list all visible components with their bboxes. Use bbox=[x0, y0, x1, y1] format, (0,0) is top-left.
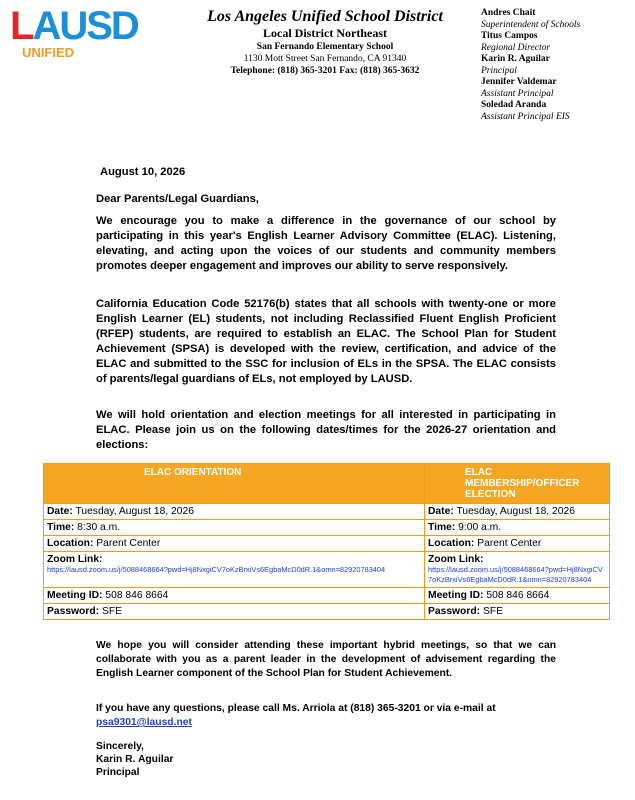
paragraph-contact bbox=[96, 702, 556, 730]
label-location: Location: bbox=[428, 538, 475, 549]
school-address: 1130 Mott Street San Fernando, CA 91340 bbox=[243, 54, 407, 64]
label-meeting-id: Meeting ID: bbox=[428, 590, 484, 601]
staff-name: Soledad Aranda bbox=[481, 100, 547, 110]
staff-title: Assistant Principal bbox=[481, 88, 554, 99]
letterhead bbox=[185, 8, 465, 78]
orientation-location: Parent Center bbox=[96, 538, 161, 549]
school-name: San Fernando Elementary School bbox=[256, 42, 394, 52]
election-password: SFE bbox=[482, 606, 503, 617]
label-zoom: Zoom Link: bbox=[428, 554, 484, 565]
logo-unified: UNIFIED bbox=[22, 45, 74, 60]
letter-date: August 10, 2026 bbox=[100, 166, 186, 178]
orientation-time: 8:30 a.m. bbox=[77, 522, 121, 533]
orientation-password: SFE bbox=[101, 606, 122, 617]
signer-title: Principal bbox=[96, 767, 140, 778]
signature-block bbox=[96, 740, 556, 779]
staff-list bbox=[481, 8, 631, 123]
table-row bbox=[44, 604, 610, 620]
closing: Sincerely, bbox=[96, 741, 144, 752]
orientation-meeting-id: 508 846 8664 bbox=[105, 590, 169, 601]
election-time: 9:00 a.m. bbox=[458, 522, 502, 533]
signer-name: Karin R. Aguilar bbox=[96, 754, 174, 765]
election-location: Parent Center bbox=[477, 538, 542, 549]
header-orientation: ELAC ORIENTATION bbox=[44, 464, 425, 504]
staff-name: Karin R. Aguilar bbox=[481, 54, 550, 64]
orientation-zoom-link[interactable]: https://lausd.zoom.us/j/5088468664?pwd=Hj8NxgiCV7oKzBrxiVs6EgbaMcD0dR.1&omn=82920783404 bbox=[47, 565, 386, 574]
paragraph-hybrid: We hope you will consider attending these important hybrid meetings, so that we can collaborate with you as a parent leader in the development of advisement regarding the English Learner component of the School Plan for Student Achievement. bbox=[96, 640, 556, 679]
school-phone: Telephone: (818) 365-3201 Fax: (818) 365-3632 bbox=[230, 66, 420, 76]
meeting-table bbox=[43, 463, 610, 620]
letter-greeting: Dear Parents/Legal Guardians, bbox=[96, 193, 259, 205]
label-password: Password: bbox=[47, 606, 100, 617]
staff-title: Principal bbox=[481, 65, 517, 76]
election-zoom-link[interactable]: https://lausd.zoom.us/j/5088468664?pwd=Hj8NxgiCV7oKzBrxiVs6EgbaMcD0dR.1&omn=82920783404 bbox=[428, 565, 603, 584]
staff-name: Jennifer Valdemar bbox=[481, 77, 557, 87]
election-meeting-id: 508 846 8664 bbox=[486, 590, 550, 601]
label-time: Time: bbox=[428, 522, 456, 533]
staff-title: Regional Director bbox=[481, 42, 551, 53]
label-time: Time: bbox=[47, 522, 75, 533]
label-location: Location: bbox=[47, 538, 94, 549]
contact-text: If you have any questions, please call Ms. Arriola at (818) 365-3201 or via e-mail at bbox=[96, 703, 496, 714]
logo-wordmark: LAUSD bbox=[10, 4, 138, 48]
election-date: Tuesday, August 18, 2026 bbox=[456, 506, 575, 517]
staff-title: Superintendent of Schools bbox=[481, 19, 581, 30]
table-row bbox=[44, 504, 610, 520]
table-row bbox=[44, 520, 610, 536]
header-election: ELAC MEMBERSHIP/OFFICER ELECTION bbox=[425, 464, 610, 504]
label-date: Date: bbox=[47, 506, 73, 517]
lausd-logo bbox=[10, 6, 170, 66]
email-link[interactable]: psa9301@lausd.net bbox=[96, 717, 192, 728]
orientation-date: Tuesday, August 18, 2026 bbox=[75, 506, 194, 517]
table-row bbox=[44, 536, 610, 552]
table-row bbox=[44, 552, 610, 588]
staff-name: Titus Campos bbox=[481, 31, 538, 41]
paragraph-intro: We encourage you to make a difference in the governance of our school by participating in this year's English Learner Advisory Committee (ELAC). Listening, elevating, and acting upon the voices of our students and community members promotes deeper engagement and improves our ability to serve responsively. bbox=[96, 215, 556, 272]
staff-name: Andres Chait bbox=[481, 8, 536, 18]
paragraph-education-code: California Education Code 52176(b) states that all schools with twenty-one or more English Learner (EL) students, not including Reclassified Fluent English Proficient (RFEP) students, are required to establish an ELAC. The School Plan for Student Achievement (SPSA) is developed with the review, certification, and advice of the ELAC and submitted to the SSC for inclusion of ELs in the SPSA. The ELAC consists of parents/legal guardians of ELs, not employed by LAUSD. bbox=[96, 298, 556, 385]
staff-title: Assistant Principal EIS bbox=[481, 111, 570, 122]
local-district: Local District Northeast bbox=[263, 26, 387, 40]
table-row bbox=[44, 588, 610, 604]
label-meeting-id: Meeting ID: bbox=[47, 590, 103, 601]
label-password: Password: bbox=[428, 606, 481, 617]
paragraph-meetings: We will hold orientation and election meetings for all interested in participating in ELAC. Please join us on the following dates/times for the 2026-27 orientation and elections: bbox=[96, 409, 556, 451]
label-zoom: Zoom Link: bbox=[47, 554, 103, 565]
label-date: Date: bbox=[428, 506, 454, 517]
district-name: Los Angeles Unified School District bbox=[207, 8, 443, 25]
